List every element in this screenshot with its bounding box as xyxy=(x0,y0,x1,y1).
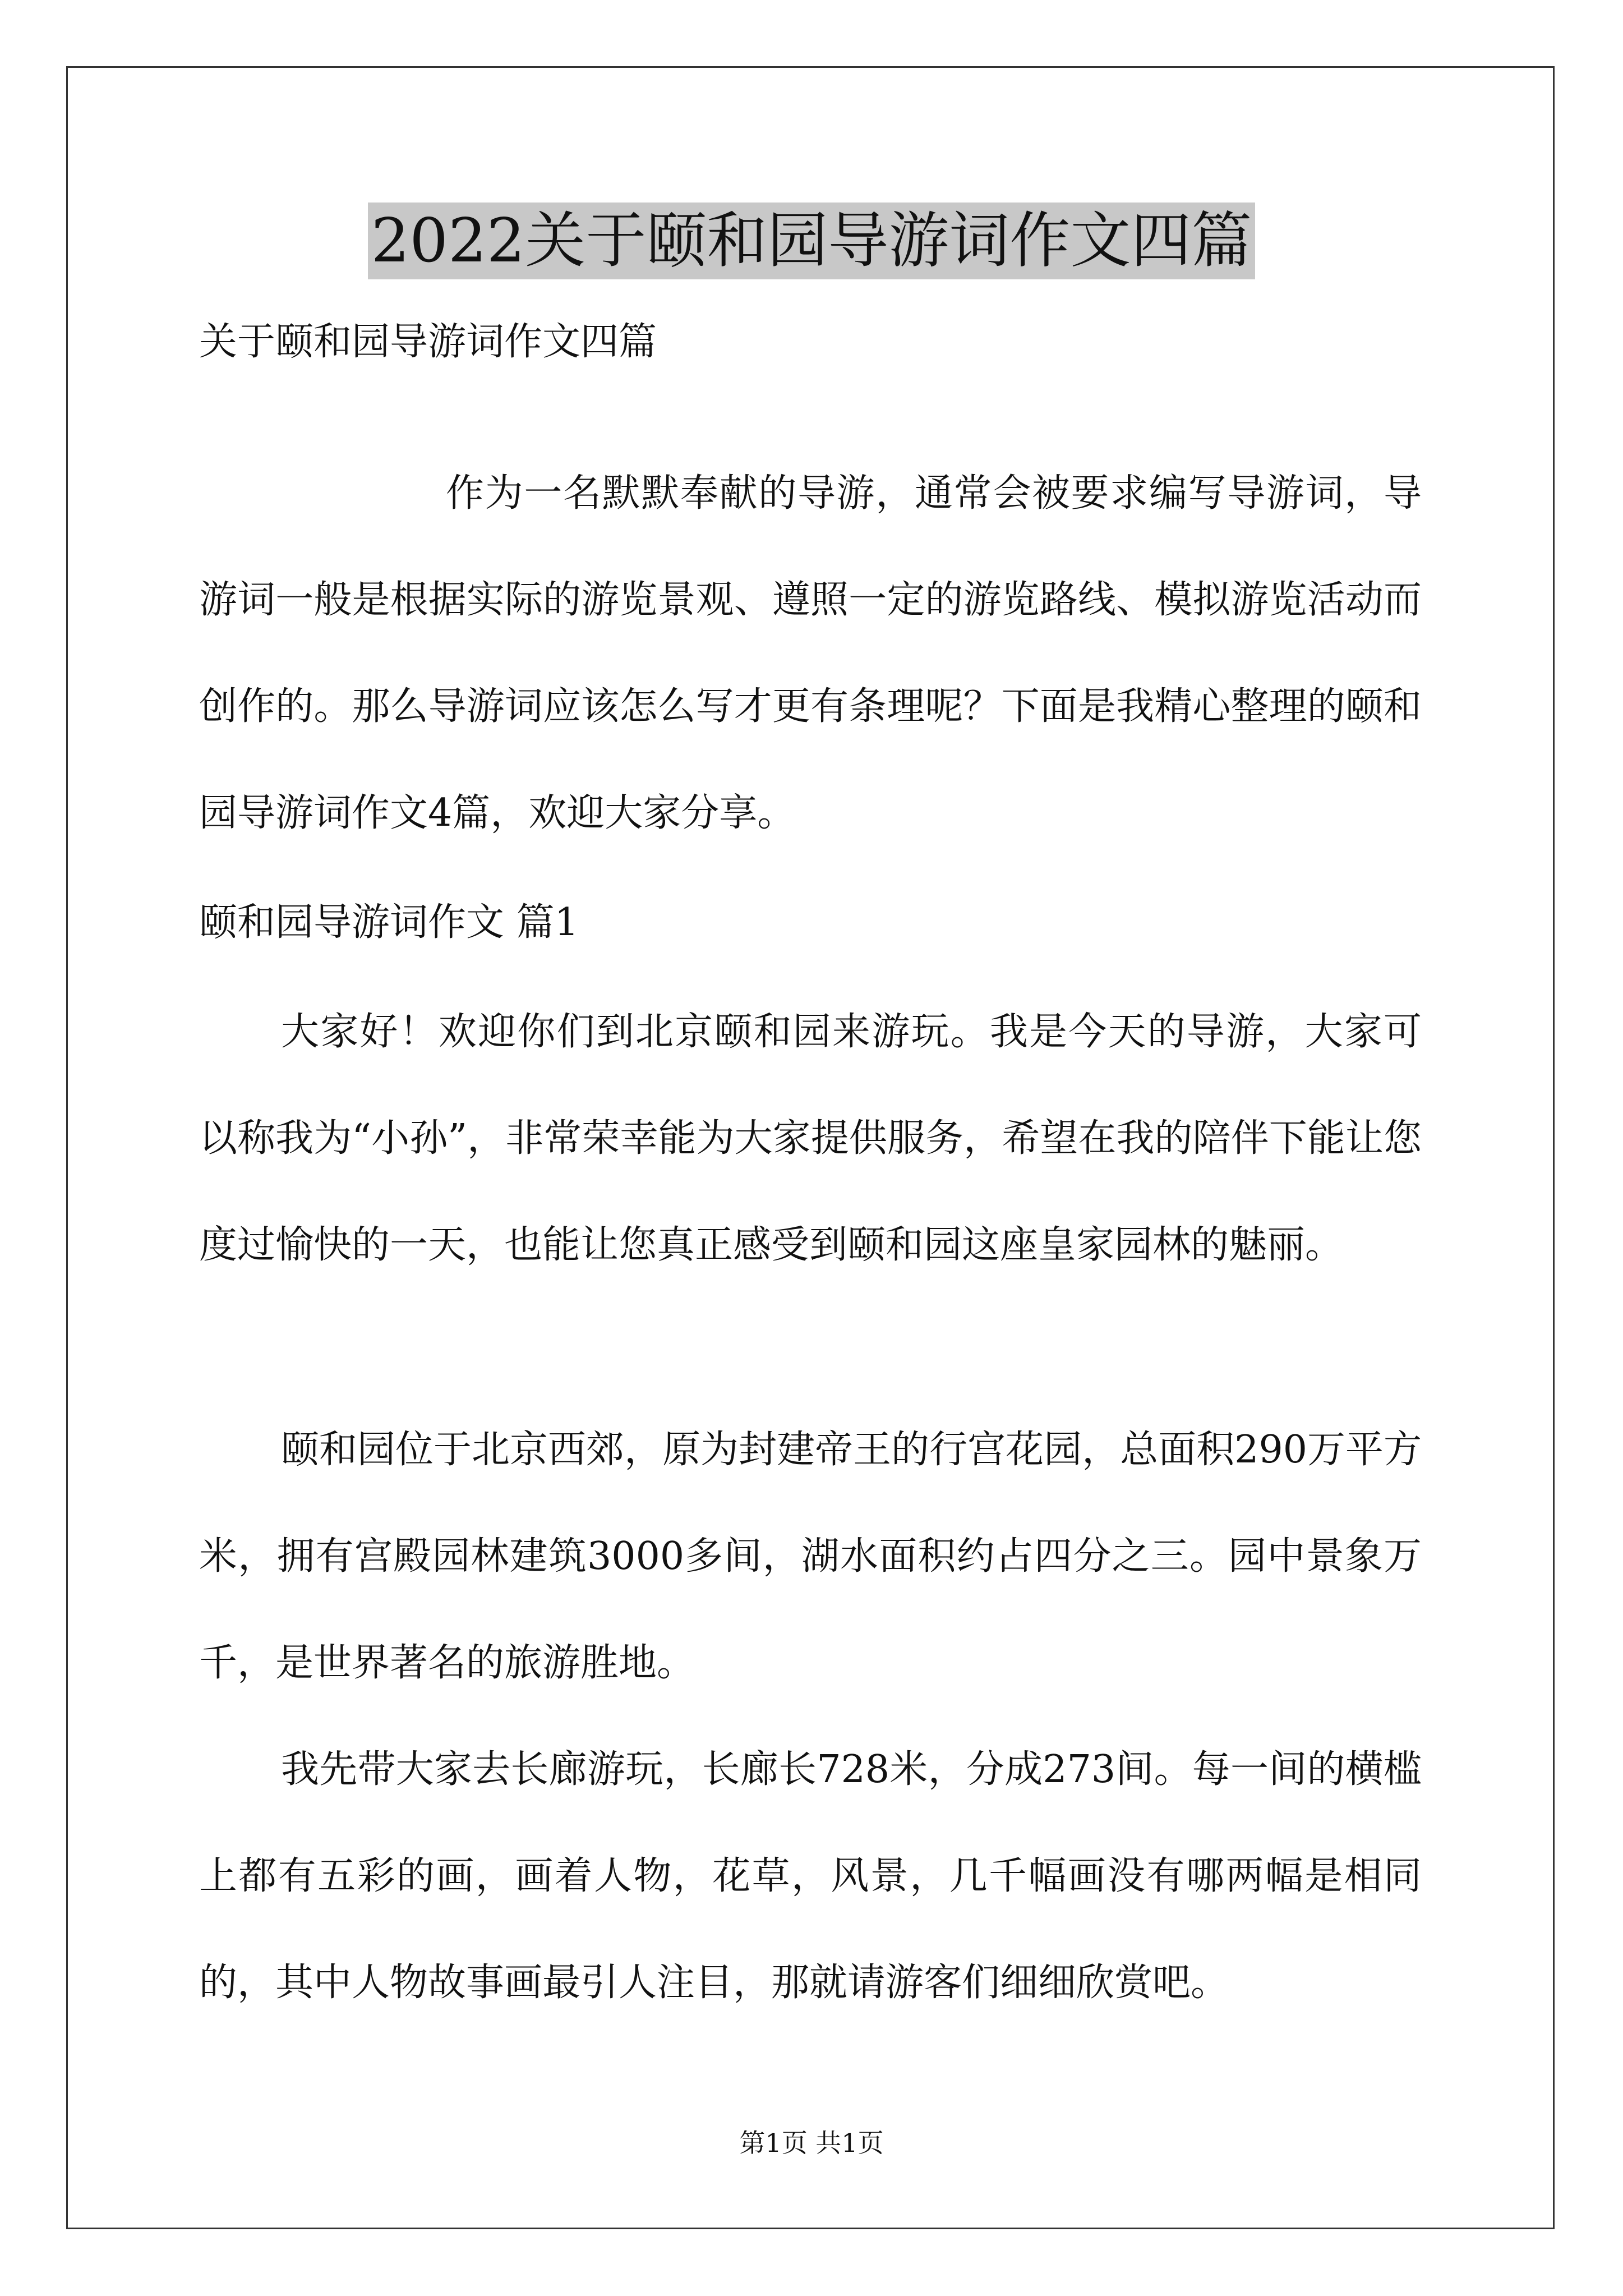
document-title-wrapper xyxy=(0,202,1623,280)
intro-paragraph: 作为一名默默奉献的导游，通常会被要求编写导游词，导游词一般是根据实际的游览景观、遵照一定的游览路线、模拟游览活动而创作的。那么导游词应该怎么写才更有条理呢？下面是我精心整理的颐和园导游词作文4篇，欢迎大家分享。 xyxy=(199,471,1422,835)
document-title: 2022关于颐和园导游词作文四篇 xyxy=(368,203,1256,279)
body-paragraph-1: 大家好！欢迎你们到北京颐和园来游玩。我是今天的导游，大家可以称我为“小孙”，非常荣幸能为大家提供服务，希望在我的陪伴下能让您度过愉快的一天，也能让您真正感受到颐和园这座皇家园林的魅丽。 xyxy=(199,1010,1422,1267)
body-paragraph-3: 我先带大家去长廊游玩，长廊长728米，分成273间。每一间的横槛上都有五彩的画，画着人物，花草，风景，几千幅画没有哪两幅是相同的，其中人物故事画最引人注目，那就请游客们细细欣赏吧。 xyxy=(199,1747,1422,2005)
page-footer: 第1页 共1页 xyxy=(739,2128,884,2158)
subtitle: 关于颐和园导游词作文四篇 xyxy=(199,320,657,364)
body-paragraph-2: 颐和园位于北京西郊，原为封建帝王的行宫花园，总面积290万平方米，拥有宫殿园林建筑3000多间，湖水面积约占四分之三。园中景象万千，是世界著名的旅游胜地。 xyxy=(199,1428,1422,1685)
section-heading: 颐和园导游词作文 篇1 xyxy=(199,900,579,945)
